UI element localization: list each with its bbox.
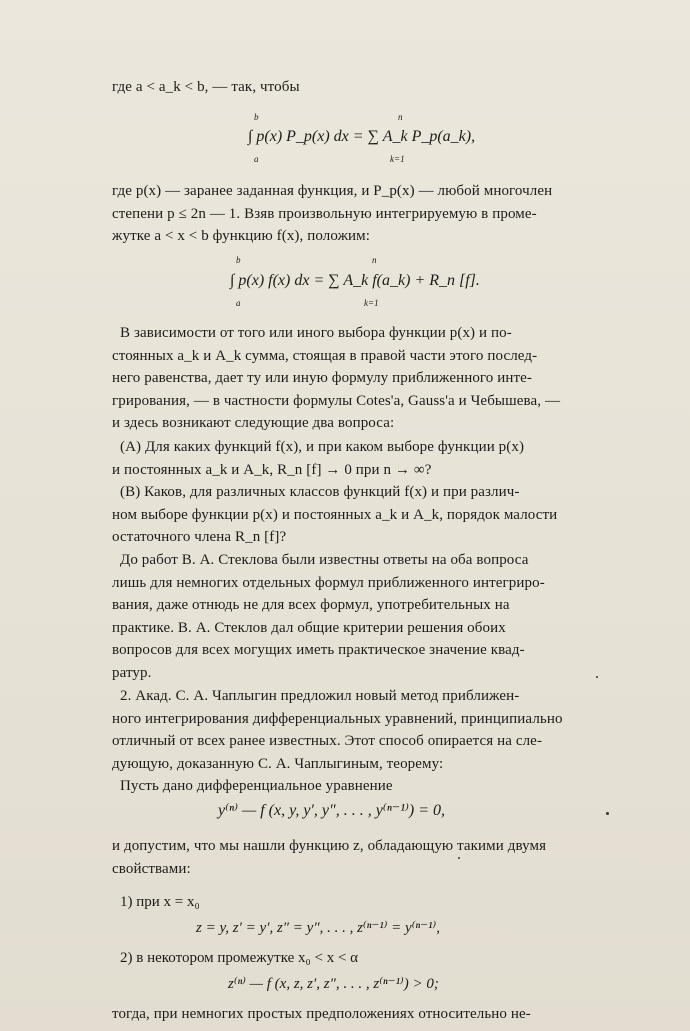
integral-upper-limit: b <box>236 255 241 265</box>
paragraph-question-b <box>112 481 642 549</box>
text-line: 2. Акад. С. А. Чаплыгин предложил новый метод приближен- <box>120 688 520 704</box>
condition-1-label: 1) при x = x₀ <box>120 894 200 910</box>
text-line: В зависимости от того или иного выбора функции p(x) и по- <box>120 325 512 341</box>
paragraph <box>112 322 642 435</box>
text-line: и здесь возникают следующие два вопроса: <box>112 415 395 431</box>
formula-differential-equation: y⁽ⁿ⁾ — f (x, y, y′, y″, . . . , y⁽ⁿ⁻¹⁾) = 0, <box>218 802 446 819</box>
text-line: практике. В. А. Стеклов дал общие критерии решения обоих <box>112 619 506 636</box>
text-line: вания, даже отнюдь не для всех формул, употребительных на <box>112 597 510 613</box>
text-line: лишь для немногих отдельных формул приближенного интегриро- <box>112 574 545 591</box>
paragraph <box>112 835 642 880</box>
text-line: ном выборе функции p(x) и постоянных a_k и A_k, порядок малости <box>112 506 558 523</box>
text-line: стоянных a_k и A_k сумма, стоящая в правой части этого послед- <box>112 347 538 364</box>
integral-lower-limit: a <box>254 154 259 164</box>
integral-lower-limit: a <box>236 298 241 308</box>
paragraph <box>112 180 642 248</box>
paragraph <box>112 1003 642 1026</box>
paragraph <box>112 685 642 775</box>
text-line: До работ В. А. Стеклова были известны ответы на оба вопроса <box>120 552 529 568</box>
paragraph <box>112 775 642 798</box>
text-line: ного интегрирования дифференциальных уравнений, принципиально <box>112 710 563 727</box>
text-line: и постоянных a_k и A_k, R_n [f] → 0 при n → ∞? <box>112 461 432 478</box>
condition-2-label: 2) в некотором промежутке x₀ < x < α <box>120 950 359 966</box>
formula-body: ∫ p(x) P_p(x) dx = ∑ A_k P_p(a_k), <box>248 128 476 145</box>
formula-body: ∫ p(x) f(x) dx = ∑ A_k f(a_k) + R_n [f]. <box>230 272 480 289</box>
integral-upper-limit: b <box>254 112 259 122</box>
text-line: ратур. <box>112 664 152 681</box>
condition-2-formula: z⁽ⁿ⁾ — f (x, z, z′, z″, . . . , z⁽ⁿ⁻¹⁾) > 0; <box>228 976 439 992</box>
text-line: него равенства, дает ту или иную формулу приближенного инте- <box>112 370 533 386</box>
text-line: грирования, — в частности формулы Cotes'a, Gauss'a и Чебышева, — <box>112 392 561 409</box>
paragraph <box>112 549 642 684</box>
sum-upper-limit: n <box>398 112 403 122</box>
condition-1-formula: z = y, z′ = y′, z″ = y″, . . . , z⁽ⁿ⁻¹⁾ = y⁽ⁿ⁻¹⁾, <box>196 920 440 936</box>
sum-lower-limit: k=1 <box>364 298 379 308</box>
text-line: (A) Для каких функций f(x), и при каком выборе функции p(x) <box>120 439 525 455</box>
text-line: жутке a < x < b функцию f(x), положим: <box>112 228 371 244</box>
text-line: где p(x) — заранее заданная функция, и P_p(x) — любой многочлен <box>112 183 553 199</box>
text-line: свойствами: <box>112 860 191 877</box>
text-line: Пусть дано дифференциальное уравнение <box>120 778 393 794</box>
sum-upper-limit: n <box>372 255 377 265</box>
text-line: где a < a_k < b, — так, чтобы <box>112 79 300 95</box>
text-line: тогда, при немногих простых предположениях относительно не- <box>112 1006 531 1022</box>
text-line: дующую, доказанную С. А. Чаплыгиным, теорему: <box>112 755 444 772</box>
text-line: степени p ≤ 2n — 1. Взяв произвольную интегрируемую в проме- <box>112 205 537 222</box>
text-line: и допустим, что мы нашли функцию z, обладающую такими двумя <box>112 838 547 854</box>
text-line: вопросов для всех могущих иметь практическое значение квад- <box>112 642 525 658</box>
text-line: остаточного члена R_n [f]? <box>112 529 287 545</box>
text-line: (B) Каков, для различных классов функций f(x) и при различ- <box>120 484 520 500</box>
sum-lower-limit: k=1 <box>390 154 405 164</box>
paragraph-question-a <box>112 436 642 481</box>
text-line: отличный от всех ранее известных. Этот способ опирается на сле- <box>112 733 543 749</box>
intro-line <box>112 76 642 99</box>
